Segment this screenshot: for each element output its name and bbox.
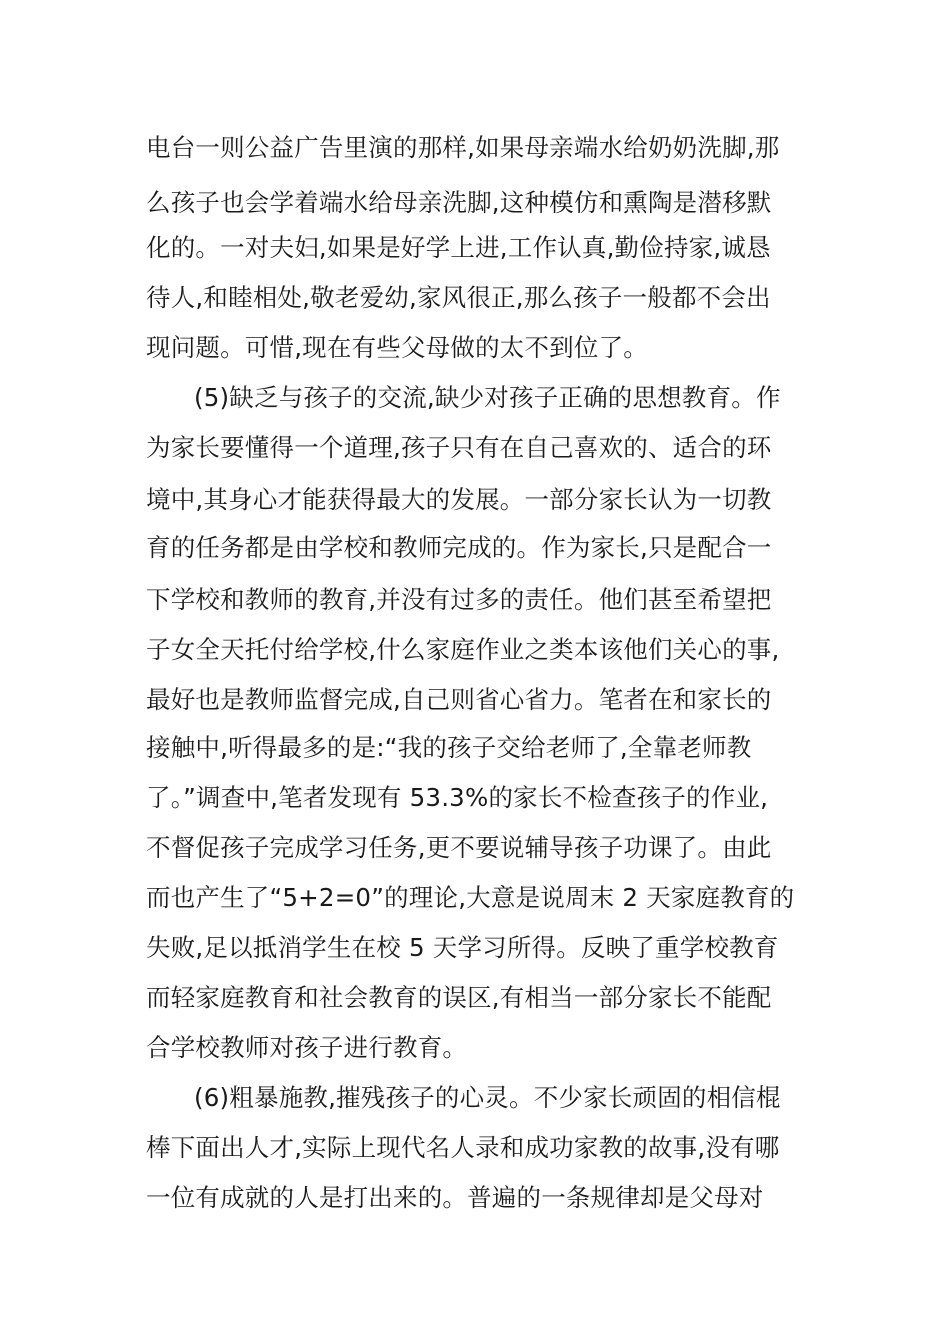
text-line: 育的任务都是由学校和教师完成的。作为家长,只是配合一 — [146, 533, 772, 562]
text-line: 下学校和教师的教育,并没有过多的责任。他们甚至希望把 — [146, 585, 772, 614]
text-line: 化的。一对夫妇,如果是好学上进,工作认真,勤俭持家,诚恳 — [146, 233, 771, 262]
text-line: 合学校教师对孩子进行教育。 — [146, 1033, 468, 1062]
text-line: 失败,足以抵消学生在校 5 天学习所得。反映了重学校教育 — [146, 933, 779, 962]
text-line: 子女全天托付给学校,什么家庭作业之类本该他们关心的事, — [146, 635, 780, 664]
text-line: 电台一则公益广告里演的那样,如果母亲端水给奶奶洗脚,那 — [146, 133, 780, 162]
text-line: 境中,其身心才能获得最大的发展。一部分家长认为一切教 — [146, 485, 772, 514]
paragraph-6-first-line: (6)粗暴施教,摧残孩子的心灵。不少家长顽固的相信棍 — [194, 1083, 781, 1112]
text-line: 棒下面出人才,实际上现代名人录和成功家教的故事,没有哪 — [146, 1133, 780, 1162]
text-line: 一位有成就的人是打出来的。普遍的一条规律却是父母对 — [146, 1183, 764, 1212]
text-line: 最好也是教师监督完成,自己则省心省力。笔者在和家长的 — [146, 685, 772, 714]
text-line: 不督促孩子完成学习任务,更不要说辅导孩子功课了。由此 — [146, 833, 772, 862]
text-line: 为家长要懂得一个道理,孩子只有在自己喜欢的、适合的环 — [146, 433, 772, 462]
text-line: 现问题。可惜,现在有些父母做的太不到位了。 — [146, 333, 648, 362]
text-line: 而轻家庭教育和社会教育的误区,有相当一部分家长不能配 — [146, 983, 772, 1012]
text-line: 而也产生了“5+2=0”的理论,大意是说周末 2 天家庭教育的 — [146, 883, 795, 912]
text-line: 么孩子也会学着端水给母亲洗脚,这种模仿和熏陶是潜移默 — [146, 188, 772, 217]
paragraph-5-first-line: (5)缺乏与孩子的交流,缺少对孩子正确的思想教育。作 — [194, 383, 781, 412]
text-line: 接触中,听得最多的是:“我的孩子交给老师了,全靠老师教 — [146, 733, 752, 762]
text-line: 待人,和睦相处,敬老爱幼,家风很正,那么孩子一般都不会出 — [146, 283, 771, 312]
text-line: 了。”调查中,笔者发现有 53.3%的家长不检查孩子的作业, — [146, 783, 769, 812]
